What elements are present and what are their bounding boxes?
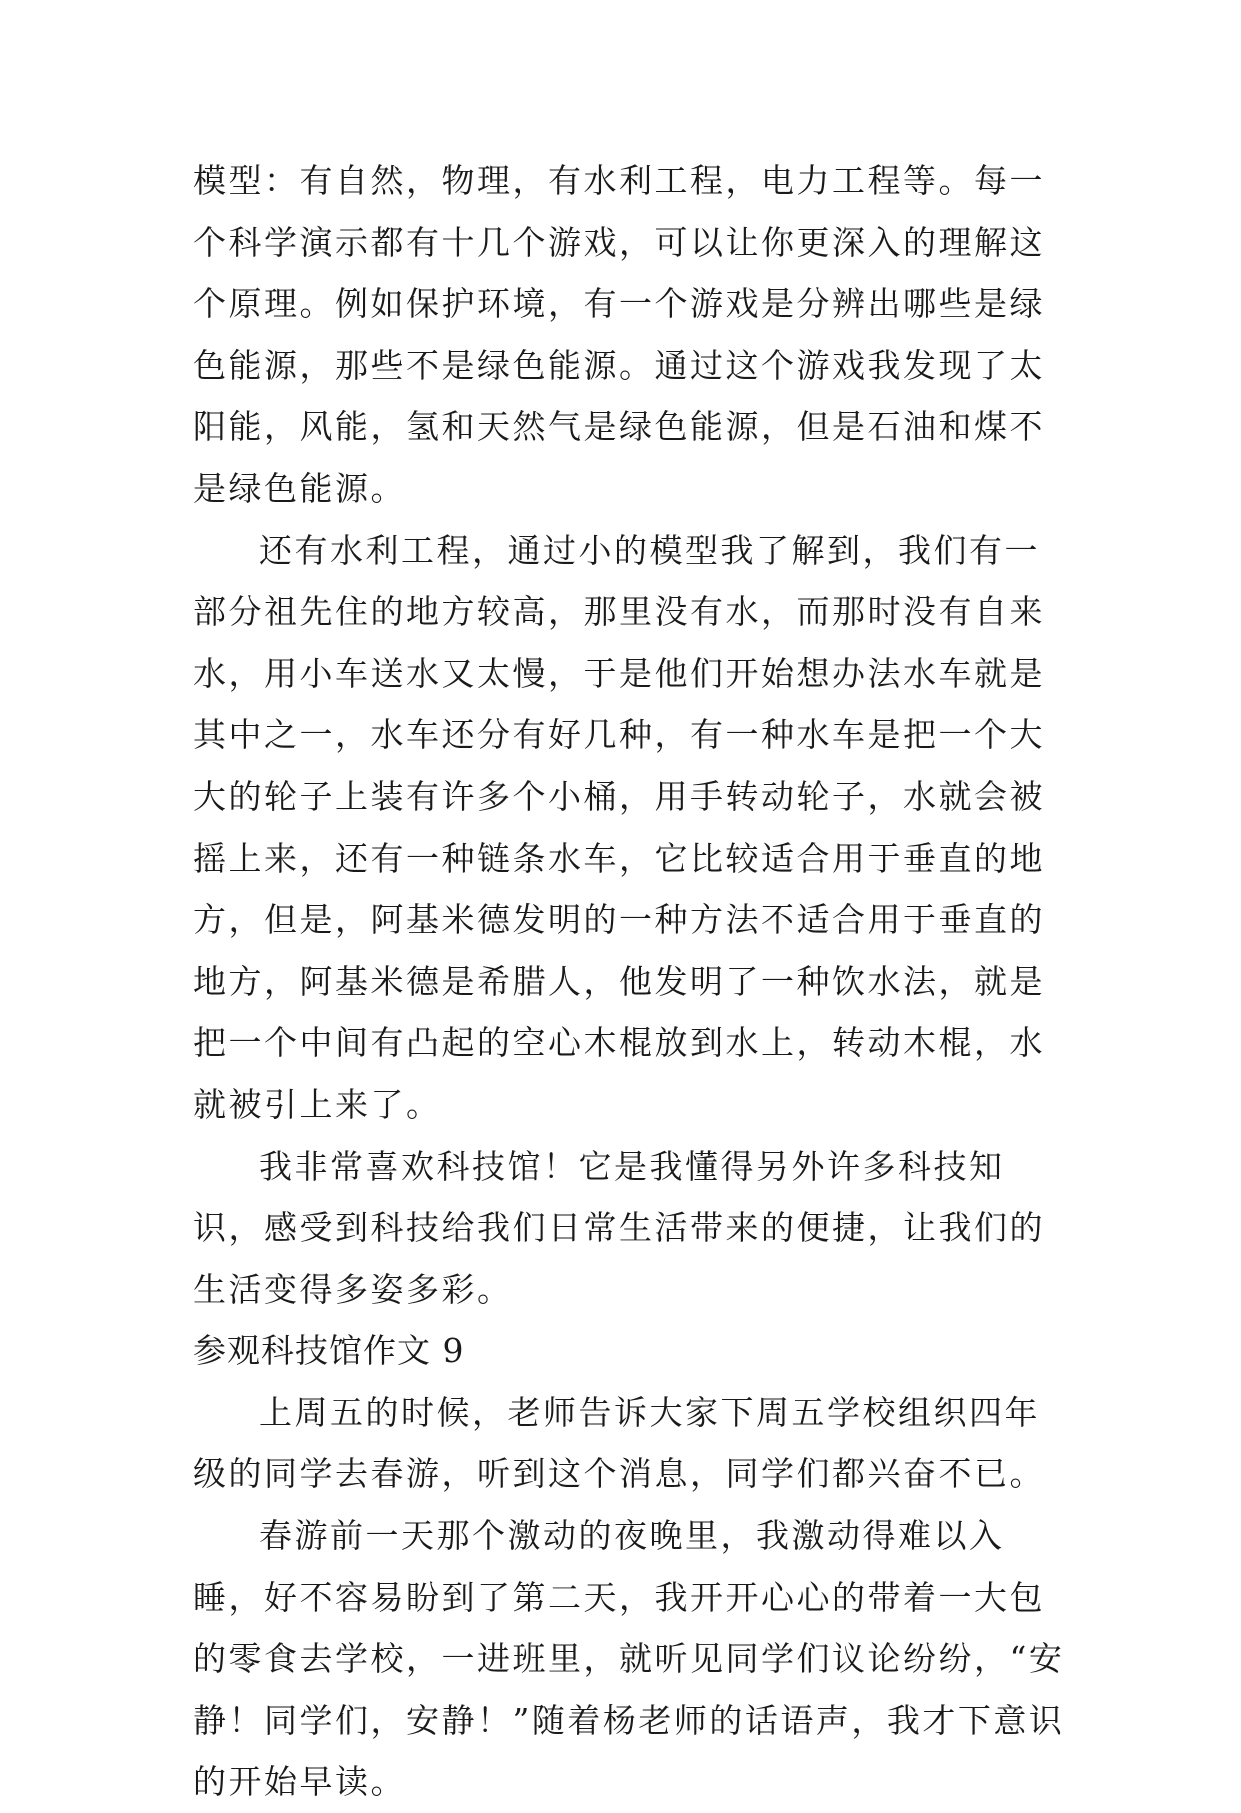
paragraph-1: 模型：有自然，物理，有水利工程，电力工程等。每一个科学演示都有十几个游戏，可以让你更深入的理解这个原理。例如保护环境，有一个游戏是分辨出哪些是绿色能源，那些不是绿色能源。通过这个游戏我发现了太阳能，风能，氢和天然气是绿色能源，但是石油和煤不是绿色能源。 [193,161,1045,508]
document-body [193,150,1073,1813]
section-heading: 参观科技馆作文 9 [193,1331,465,1371]
paragraph-3: 我非常喜欢科技馆！它是我懂得另外许多科技知识，感受到科技给我们日常生活带来的便捷，让我们的生活变得多姿多彩。 [193,1146,1045,1309]
paragraph-5: 春游前一天那个激动的夜晚里，我激动得难以入睡，好不容易盼到了第二天，我开开心心的带着一大包的零食去学校，一进班里，就听见同学们议论纷纷，“安静！同学们，安静！”随着杨老师的话语声，我才下意识的开始早读。 [193,1516,1065,1802]
paragraph-2: 还有水利工程，通过小的模型我了解到，我们有一部分祖先住的地方较高，那里没有水，而那时没有自来水，用小车送水又太慢，于是他们开始想办法水车就是其中之一，水车还分有好几种，有一种水车是把一个大大的轮子上装有许多个小桶，用手转动轮子，水就会被摇上来，还有一种链条水车，它比较适合用于垂直的地方，但是，阿基米德发明的一种方法不适合用于垂直的地方，阿基米德是希腊人，他发明了一种饮水法，就是把一个中间有凸起的空心木棍放到水上，转动木棍，水就被引上来了。 [193,530,1045,1124]
paragraph-4: 上周五的时候，老师告诉大家下周五学校组织四年级的同学去春游，听到这个消息，同学们都兴奋不已。 [193,1392,1045,1494]
